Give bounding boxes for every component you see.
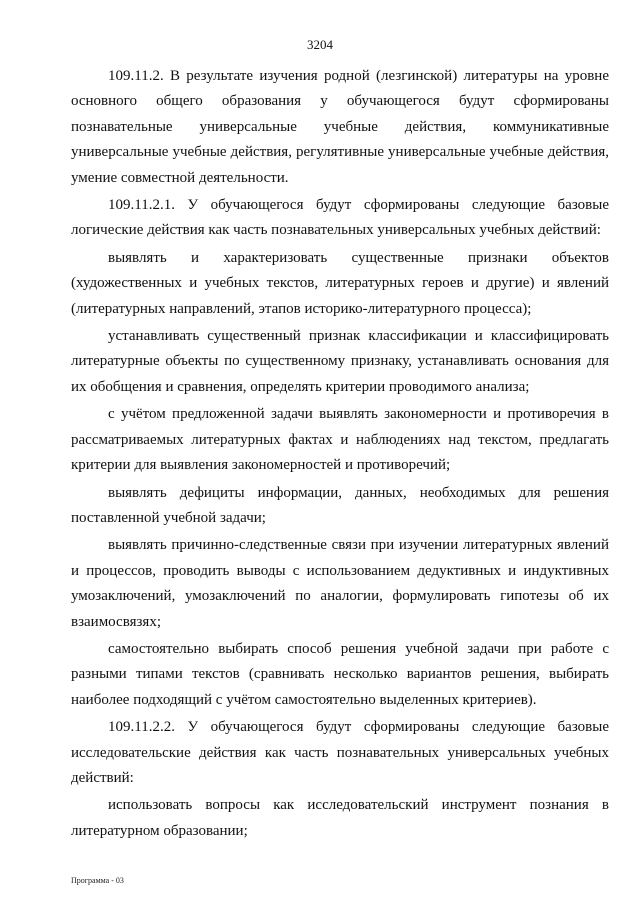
list-item: выявлять и характеризовать существенные признаки объектов (художественных и учебных текстов, литературных героев и другие) и явлений (литературных направлений, этапов историко-литературного процесса); [71, 249, 609, 317]
paragraph: 109.11.2.2. У обучающегося будут сформированы следующие базовые исследовательские действия как часть познавательных универсальных учебных действий: [71, 719, 609, 786]
page-footer: Программа - 03 [71, 876, 124, 885]
list-item: выявлять дефициты информации, данных, необходимых для решения поставленной учебной задачи; [71, 484, 609, 526]
list-item: с учётом предложенной задачи выявлять закономерности и противоречия в рассматриваемых литературных фактах и наблюдениях над текстом, предлагать критерии для выявления закономерностей и противоречий; [71, 406, 609, 474]
paragraph: 109.11.2. В результате изучения родной (лезгинской) литературы на уровне основного общего образования у обучающегося будут сформированы познавательные универсальные учебные действия, коммуникативные универсальные учебные действия, регулятивные универсальные учебные действия, умение совместной деятельности. [71, 68, 609, 186]
page-number: 3204 [307, 37, 333, 52]
list-item: использовать вопросы как исследовательский инструмент познания в литературном образовании; [71, 797, 609, 839]
list-item: самостоятельно выбирать способ решения учебной задачи при работе с разными типами текстов (сравнивать несколько вариантов решения, выбирать наиболее подходящий с учётом самостоятельно выделенных критериев). [71, 640, 609, 708]
list-item: выявлять причинно-следственные связи при изучении литературных явлений и процессов, проводить выводы с использованием дедуктивных и индуктивных умозаключений, умозаключений по аналогии, формулировать гипотезы об их взаимосвязях; [71, 537, 609, 630]
list-item: устанавливать существенный признак классификации и классифицировать литературные объекты по существенному признаку, устанавливать основания для их обобщения и сравнения, определять критерии проводимого анализа; [71, 328, 609, 395]
document-body [71, 64, 609, 846]
paragraph: 109.11.2.1. У обучающегося будут сформированы следующие базовые логические действия как часть познавательных универсальных учебных действий: [71, 197, 609, 239]
